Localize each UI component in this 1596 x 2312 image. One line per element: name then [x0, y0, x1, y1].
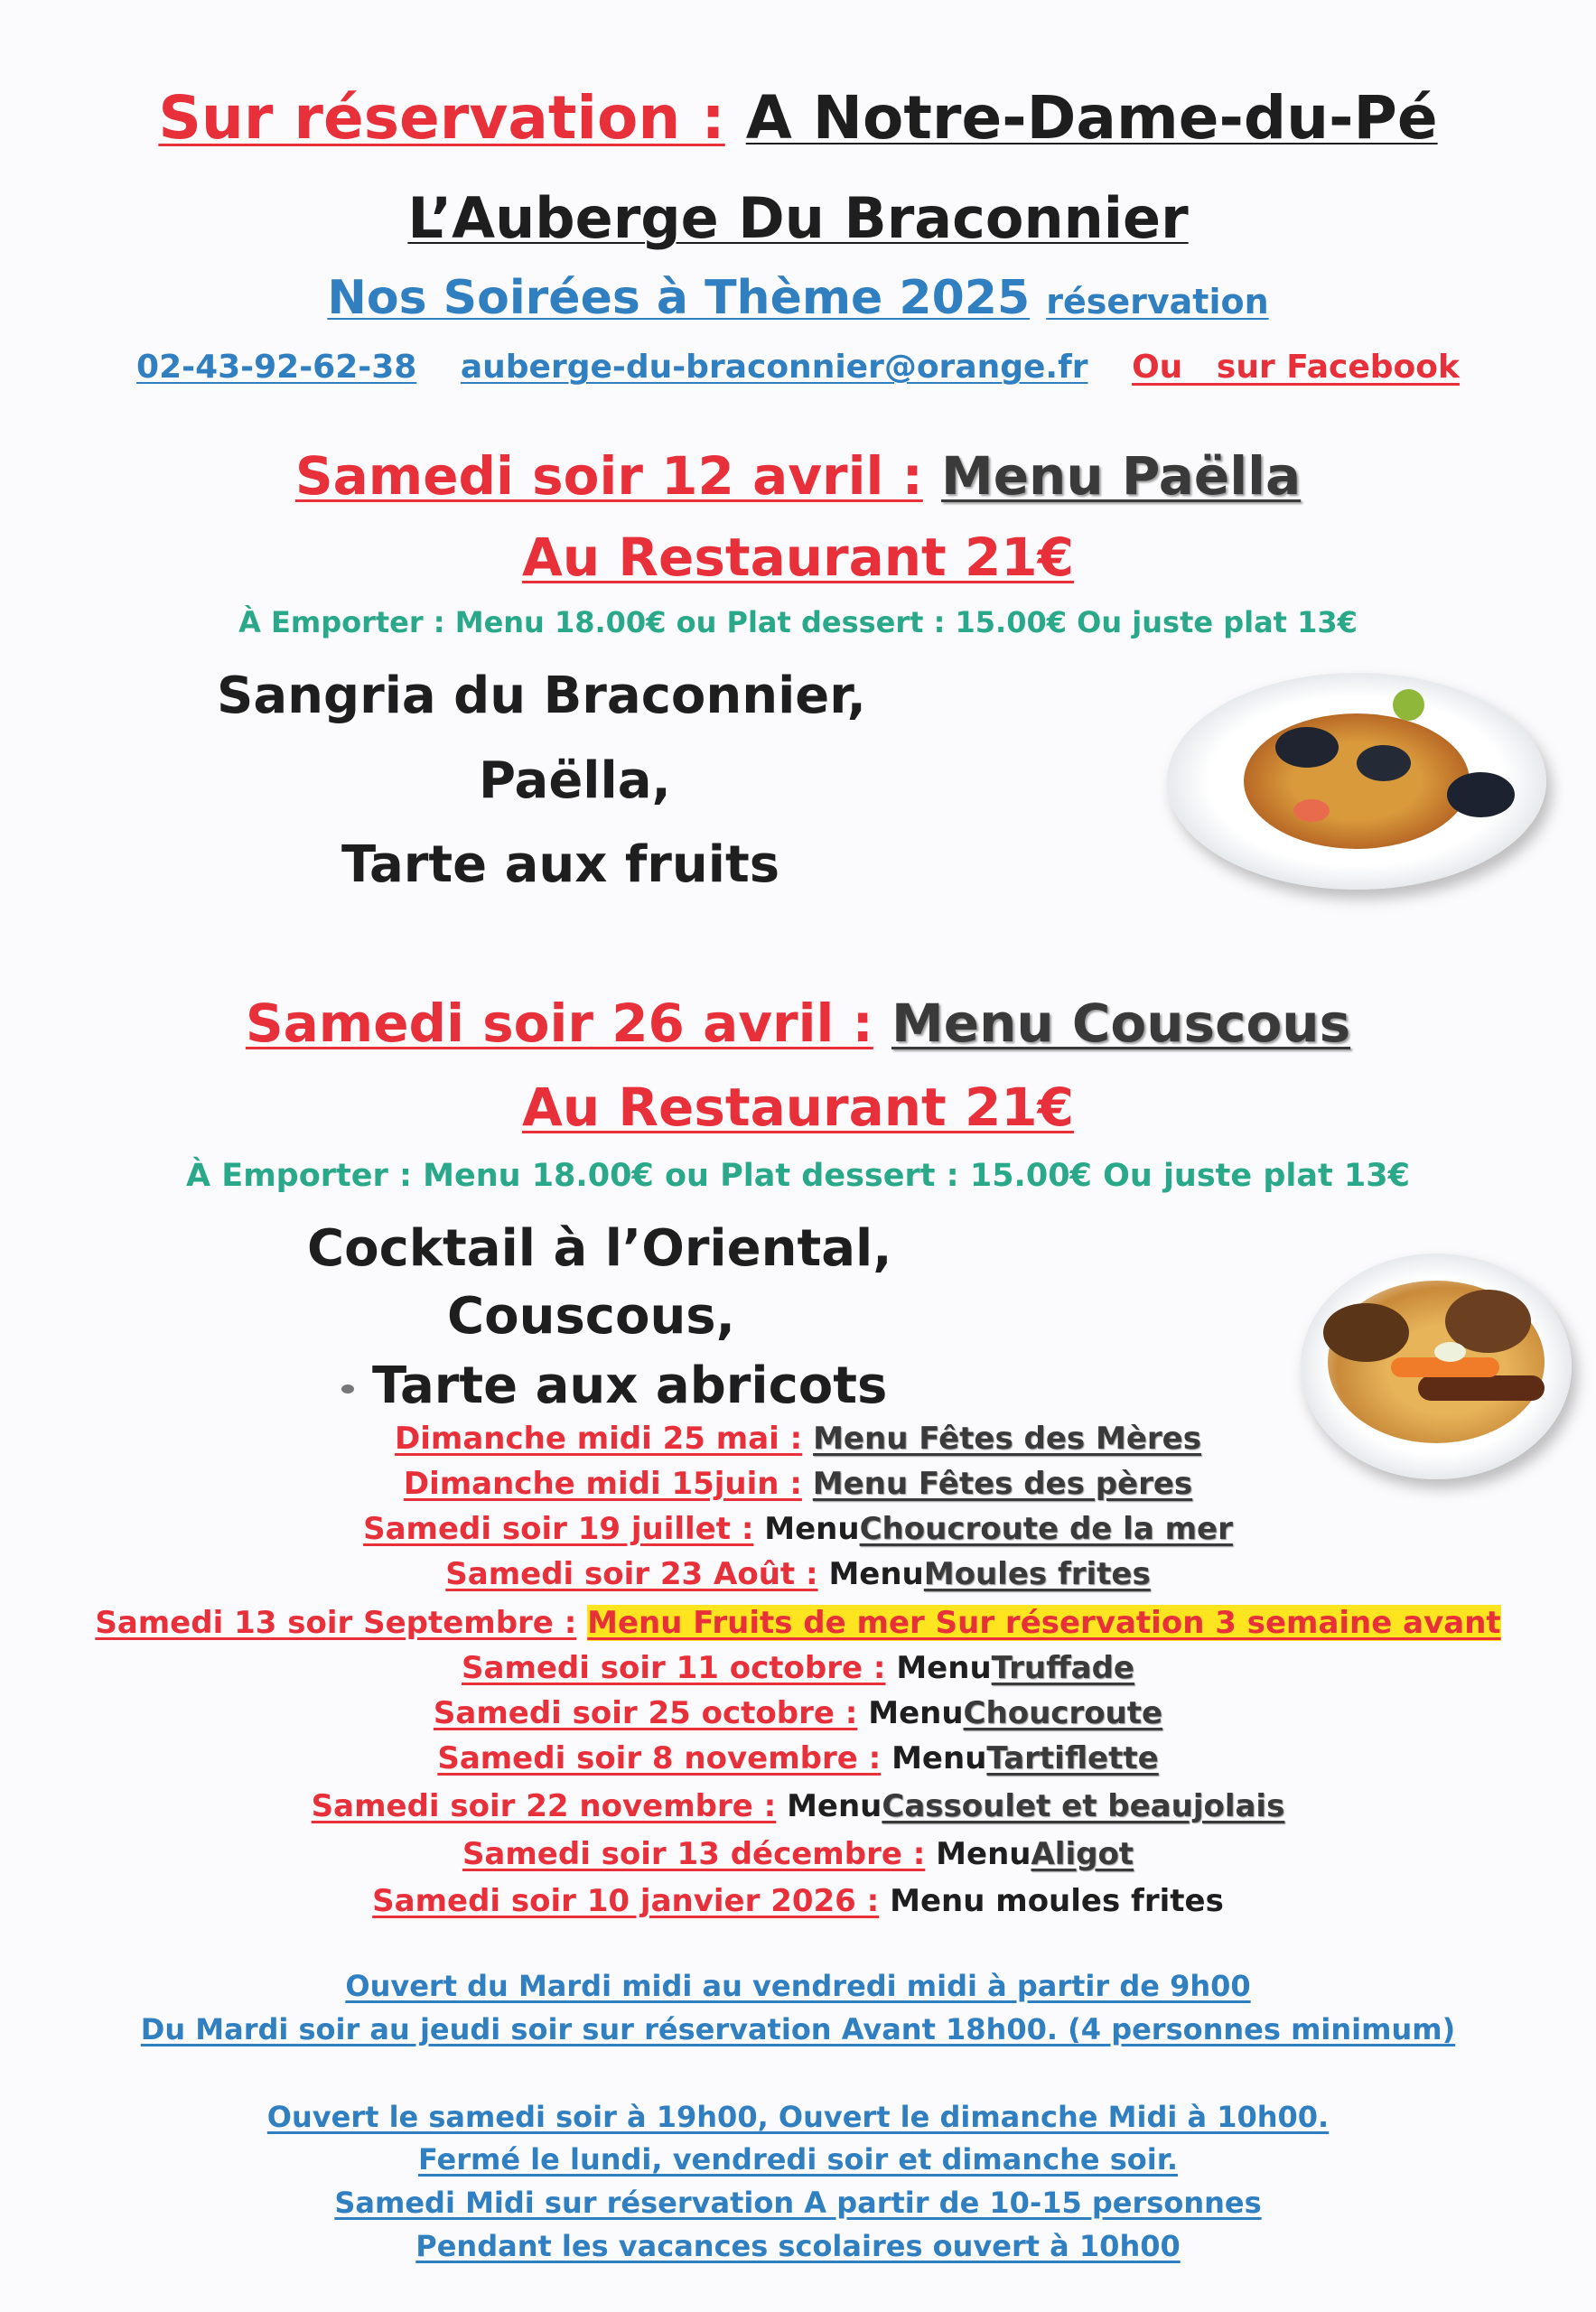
event-2-item-2: Couscous,: [447, 1287, 735, 1346]
schedule-10-prefix: Menu: [936, 1836, 1031, 1872]
schedule-2-date: Dimanche midi 15juin :: [403, 1466, 802, 1502]
schedule-6-menu: Truffade: [991, 1650, 1134, 1686]
event-1-takeaway-line: [0, 605, 1596, 639]
bullet-mark: [341, 1384, 354, 1394]
event-1-restaurant-price: Au Restaurant 21€: [521, 527, 1075, 588]
schedule-11-menu: Menu moules frites: [890, 1883, 1224, 1919]
info-line-1: Ouvert du Mardi midi au vendredi midi à partir de 9h00: [345, 1969, 1251, 2003]
schedule-4-date: Samedi soir 23 Août :: [445, 1556, 818, 1592]
schedule-6-prefix: Menu: [896, 1650, 992, 1686]
location: A Notre-Dame-du-Pé: [745, 83, 1438, 153]
schedule-9-date: Samedi soir 22 novembre :: [311, 1788, 777, 1824]
subtitle: Nos Soirées à Thème 2025: [327, 271, 1031, 325]
schedule-8-menu: Tartiflette: [986, 1740, 1159, 1776]
schedule-7-prefix: Menu: [868, 1695, 964, 1731]
info-line-6: Pendant les vacances scolaires ouvert à 10h00: [415, 2229, 1181, 2263]
restaurant-name: L’Auberge Du Braconnier: [407, 185, 1189, 251]
schedule-row-6: [0, 1650, 1596, 1686]
info-line-4: Fermé le lundi, vendredi soir et dimanche soir.: [417, 2142, 1179, 2177]
schedule-row-7: [0, 1695, 1596, 1731]
info-line-5: Samedi Midi sur réservation A partir de 10-15 personnes: [334, 2186, 1262, 2220]
reservation-label: Sur réservation :: [158, 83, 725, 153]
schedule-5-menu-highlighted: Menu Fruits de mer Sur réservation 3 semaine avant: [587, 1605, 1501, 1641]
schedule-1-date: Dimanche midi 25 mai :: [395, 1421, 803, 1457]
event-2-restaurant-line: [0, 1077, 1596, 1138]
event-2-takeaway-line: [0, 1158, 1596, 1194]
schedule-6-date: Samedi soir 11 octobre :: [462, 1650, 886, 1686]
event-1-date: Samedi soir 12 avril :: [294, 445, 923, 507]
event-1-title-line: [0, 445, 1596, 507]
event-2-date: Samedi soir 26 avril :: [245, 993, 873, 1054]
email-link[interactable]: auberge-du-braconnier@orange.fr: [460, 349, 1088, 386]
schedule-5-date: Samedi 13 soir Septembre :: [95, 1605, 577, 1641]
schedule-row-1: [0, 1421, 1596, 1457]
info-line-2: Du Mardi soir au jeudi soir sur réservation Avant 18h00. (4 personnes minimum): [140, 2012, 1456, 2046]
event-2-title-line: [0, 993, 1596, 1054]
facebook-link[interactable]: Ou sur Facebook: [1132, 349, 1460, 386]
event-2-item-3-wrapper: [341, 1356, 887, 1415]
event-1-menu: Menu Paëlla: [940, 445, 1302, 507]
subtitle-reservation: réservation: [1046, 282, 1269, 322]
schedule-1-menu: Menu Fêtes des Mères: [813, 1421, 1201, 1457]
schedule-8-date: Samedi soir 8 novembre :: [437, 1740, 882, 1776]
schedule-row-2: [0, 1466, 1596, 1502]
schedule-10-date: Samedi soir 13 décembre :: [462, 1836, 926, 1872]
event-1-item-1: Sangria du Braconnier,: [217, 667, 866, 725]
schedule-2-menu: Menu Fêtes des pères: [812, 1466, 1193, 1502]
schedule-8-prefix: Menu: [891, 1740, 987, 1776]
schedule-7-menu: Choucroute: [963, 1695, 1163, 1731]
schedule-row-10: [0, 1836, 1596, 1872]
subtitle-line: [0, 271, 1596, 325]
schedule-row-5: [0, 1605, 1596, 1641]
schedule-3-prefix: Menu: [764, 1511, 860, 1547]
schedule-9-prefix: Menu: [787, 1788, 882, 1824]
schedule-row-11: [0, 1883, 1596, 1919]
schedule-row-9: [0, 1788, 1596, 1824]
event-1-restaurant-line: [0, 527, 1596, 588]
schedule-3-menu: Choucroute de la mer: [859, 1511, 1233, 1547]
event-2-item-1: Cocktail à l’Oriental,: [307, 1219, 892, 1278]
schedule-7-date: Samedi soir 25 octobre :: [433, 1695, 858, 1731]
schedule-4-menu: Moules frites: [923, 1556, 1151, 1592]
schedule-row-8: [0, 1740, 1596, 1776]
event-2-takeaway: À Emporter : Menu 18.00€ ou Plat dessert : 15.00€ Ou juste plat 13€: [186, 1158, 1410, 1194]
header-line-1: [0, 83, 1596, 153]
paella-dish-image: [1167, 673, 1546, 890]
event-2-menu: Menu Couscous: [891, 993, 1351, 1054]
event-1-item-3: Tarte aux fruits: [341, 835, 780, 894]
schedule-10-menu: Aligot: [1031, 1836, 1134, 1872]
schedule-11-date: Samedi soir 10 janvier 2026 :: [372, 1883, 880, 1919]
event-2-item-3: Tarte aux abricots: [372, 1356, 888, 1415]
contact-line: [0, 349, 1596, 386]
phone-number[interactable]: 02-43-92-62-38: [136, 349, 417, 386]
restaurant-name-line: [0, 185, 1596, 251]
event-1-takeaway: À Emporter : Menu 18.00€ ou Plat dessert : 15.00€ Ou juste plat 13€: [238, 605, 1358, 639]
schedule-row-3: [0, 1511, 1596, 1547]
info-line-3: Ouvert le samedi soir à 19h00, Ouvert le dimanche Midi à 10h00.: [266, 2100, 1330, 2134]
event-1-item-2: Paëlla,: [479, 751, 671, 810]
schedule-9-menu: Cassoulet et beaujolais: [882, 1788, 1285, 1824]
event-2-restaurant-price: Au Restaurant 21€: [521, 1077, 1075, 1138]
schedule-3-date: Samedi soir 19 juillet :: [363, 1511, 754, 1547]
schedule-row-4: [0, 1556, 1596, 1592]
schedule-4-prefix: Menu: [828, 1556, 924, 1592]
